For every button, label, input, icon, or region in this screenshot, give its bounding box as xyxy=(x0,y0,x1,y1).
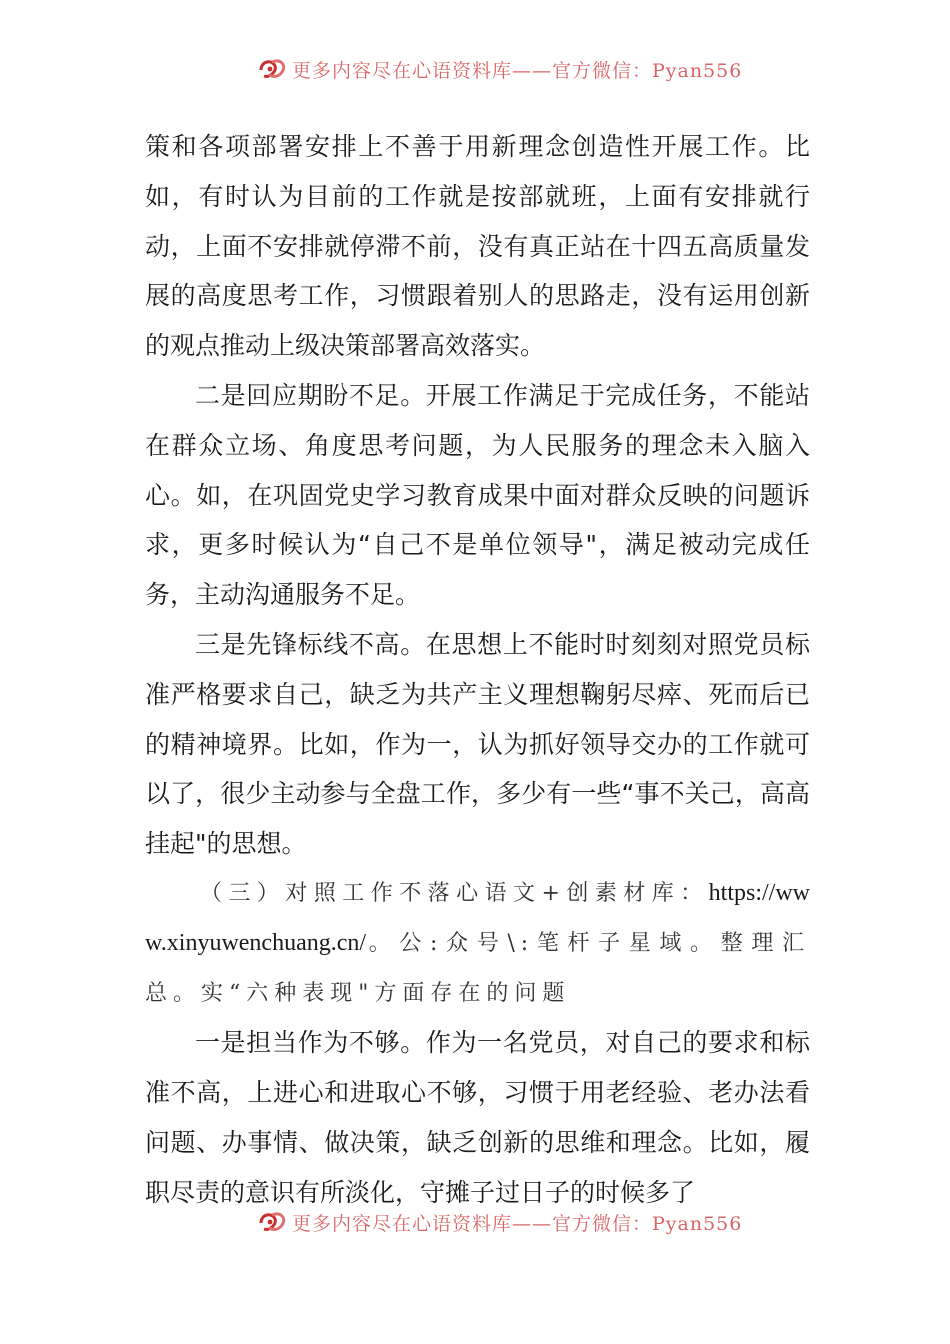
section-heading-url: https://www.xinyuwenchuang.cn/ xyxy=(145,879,810,956)
paragraph-third-point: 三是先锋标线不高。在思想上不能时时刻刻对照党员标准严格要求自己，缺乏为共产主义理想鞠躬尽瘁、死而后已的精神境界。比如，作为一，认为抓好领导交办的工作就可以了，很少主动参与全盘工作，多少有一些“事不关己，高高挂起"的思想。 xyxy=(145,629,810,859)
logo-icon xyxy=(258,56,288,82)
document-body xyxy=(145,122,810,1218)
logo-icon xyxy=(258,1209,288,1235)
header-watermark xyxy=(258,52,742,86)
watermark-text: 更多内容尽在心语资料库——官方微信：Pyan556 xyxy=(292,1212,743,1235)
watermark-text: 更多内容尽在心语资料库——官方微信：Pyan556 xyxy=(292,59,743,82)
section-heading-prefix: （三）对照工作不落心语文+创素材库： xyxy=(200,880,709,906)
paragraph-second-point: 二是回应期盼不足。开展工作满足于完成任务，不能站在群众立场、角度思考问题，为人民服务的理念未入脑入心。如，在巩固党史学习教育成果中面对群众反映的问题诉求，更多时候认为“自己不是单位领导"，满足被动完成任务，主动沟通服务不足。 xyxy=(145,380,810,610)
section-heading-suffix: 。公:众号\:笔杆子星域。整理汇总。实“六种表现"方面存在的问题 xyxy=(145,930,810,1006)
paragraph-continuation: 策和各项部署安排上不善于用新理念创造性开展工作。比如，有时认为目前的工作就是按部就班，上面有安排就行动，上面不安排就停滞不前，没有真正站在十四五高质量发展的高度思考工作，习惯跟着别人的思路走，没有运用创新的观点推动上级决策部署高效落实。 xyxy=(145,132,810,361)
paragraph-first-point: 一是担当作为不够。作为一名党员，对自己的要求和标准不高，上进心和进取心不够，习惯于用老经验、老办法看问题、办事情、做决策，缺乏创新的思维和理念。比如，履职尽责的意识有所淡化，守摊子过日子的时候多了 xyxy=(145,1028,810,1207)
section-heading xyxy=(145,869,810,1018)
footer-watermark xyxy=(258,1205,742,1239)
